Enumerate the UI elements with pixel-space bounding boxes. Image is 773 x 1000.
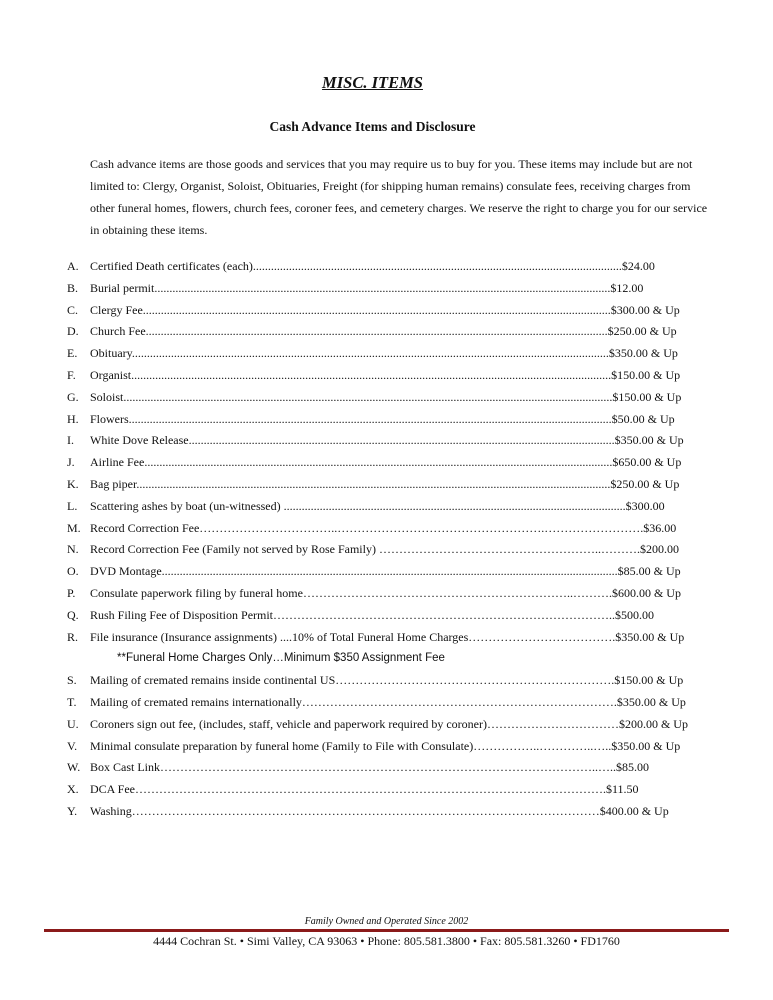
item-letter: M. (67, 520, 81, 535)
item-letter: B. (67, 280, 79, 295)
footer-divider (44, 929, 729, 932)
item-letter: N. (67, 542, 79, 557)
item-text: Mailing of cremated remains internationally…………………………………………………………………….$350.00 & Up (90, 694, 686, 709)
list-item (0, 670, 773, 692)
list-item (0, 430, 773, 452)
list-item (0, 452, 773, 474)
item-letter: I. (67, 433, 74, 448)
item-text: Bag piper..............................................................................................................................................................$250.00 & Up (90, 476, 680, 491)
item-letter: Y. (67, 803, 78, 818)
list-item (0, 539, 773, 561)
item-text: Washing………………………………………………………………………………………………………$400.00 & Up (90, 803, 669, 818)
section-subtitle: Cash Advance Items and Disclosure (269, 119, 476, 134)
item-text: Airline Fee............................................................................................................................................................$650.00 & Up (90, 455, 682, 470)
item-letter: W. (67, 760, 81, 775)
list-item (0, 583, 773, 605)
item-letter: A. (67, 259, 79, 273)
item-letter: S. (67, 673, 77, 688)
list-item (0, 321, 773, 343)
footer-tagline: Family Owned and Operated Since 2002 (304, 916, 469, 927)
item-letter: O. (67, 564, 79, 579)
item-text: Consulate paperwork filing by funeral home…………………………………………………………..……….$600.00 & Up (90, 585, 681, 600)
list-item (0, 343, 773, 365)
footer-address: 4444 Cochran St. • Simi Valley, CA 93063 • Phone: 805.581.3800 • Fax: 805.581.3260 • FD1760 (153, 934, 620, 948)
item-letter: X. (67, 782, 79, 797)
item-text: Record Correction Fee (Family not served by Rose Family) ………………………………………………..……….$200.00 (90, 542, 679, 557)
assignment-fee-note: **Funeral Home Charges Only…Minimum $350 Assignment Fee (117, 652, 445, 665)
item-letter: U. (67, 716, 79, 731)
intro-paragraph: Cash advance items are those goods and services that you may require us to buy for you. These items may include but are not limited to: Clergy, Organist, Soloist, Obituaries, Freight (for shipping human remains) consulate fees, receiving charges from other funeral homes, flowers, church fees, coroner fees, and cemetery charges. We reserve the right to charge you for our service in obtaining these items. (90, 157, 708, 237)
item-text: DVD Montage........................................................................................................................................................$85.00 & Up (90, 564, 681, 579)
item-text: Soloist...................................................................................................................................................................$150.00 & Up (90, 389, 682, 404)
item-text: Certified Death certificates (each)...........................................................................................................................$24.00 (90, 259, 655, 273)
item-letter: C. (67, 302, 79, 317)
item-text: File insurance (Insurance assignments) ....10% of Total Funeral Home Charges……………………………….$350.00 & Up (90, 629, 685, 644)
list-item (0, 409, 773, 431)
item-letter: F. (67, 367, 76, 382)
item-letter: V. (67, 738, 78, 753)
item-text: Box Cast Link………………………………………………………………………………………………..…..$85.00 (90, 760, 650, 775)
item-letter: L. (67, 498, 78, 513)
item-text: Church Fee..........................................................................................................................................................$250.00 & Up (90, 324, 677, 339)
list-item (0, 387, 773, 409)
list-item (0, 256, 773, 278)
item-letter: E. (67, 346, 78, 361)
list-item (0, 627, 773, 649)
list-item (0, 300, 773, 322)
item-text: Obituary...............................................................................................................................................................$350.00 & Up (90, 346, 678, 361)
list-item (0, 801, 773, 823)
item-text: Record Correction Fee……………………………..…………………………………………….…………………….$36.00 (90, 520, 677, 535)
item-text: Burial permit........................................................................................................................................................$12.00 (90, 280, 644, 295)
list-item (0, 605, 773, 627)
list-item (0, 692, 773, 714)
list-item (0, 518, 773, 540)
list-item (0, 278, 773, 300)
item-text: White Dove Release..............................................................................................................................................$350.00 & Up (90, 433, 684, 448)
list-item (0, 496, 773, 518)
item-letter: P. (67, 585, 76, 600)
list-item (0, 714, 773, 736)
item-text: Organist................................................................................................................................................................$150.00 & Up (90, 367, 681, 382)
list-item (0, 736, 773, 758)
item-letter: J. (67, 455, 75, 470)
price-list (0, 256, 773, 823)
page-title: MISC. ITEMS (322, 73, 423, 92)
item-letter: K. (67, 476, 79, 491)
item-letter: H. (67, 411, 79, 426)
list-item (0, 365, 773, 387)
list-item (0, 779, 773, 801)
item-letter: T. (67, 694, 77, 709)
item-letter: D. (67, 324, 79, 339)
item-text: Rush Filing Fee of Disposition Permit…………………………………………………………………………..$500.00 (90, 607, 655, 622)
list-item (0, 474, 773, 496)
list-item (0, 561, 773, 583)
item-text: Clergy Fee............................................................................................................................................................$300.00 & Up (90, 302, 680, 317)
item-letter: Q. (67, 607, 79, 622)
item-text: Flowers.................................................................................................................................................................$50.00 & Up (90, 411, 675, 426)
item-text: Scattering ashes by boat (un-witnessed) ..................................................................................................................$300.00 (90, 498, 665, 513)
item-text: Mailing of cremated remains inside continental US…………………………………………………………….$150.00 & Up (90, 673, 684, 688)
item-letter: G. (67, 389, 79, 404)
list-item (0, 757, 773, 779)
item-letter: R. (67, 629, 79, 644)
item-text: Coroners sign out fee, (includes, staff, vehicle and paperwork required by coroner)……………………………$200.00 & Up (90, 716, 688, 731)
item-text: Minimal consulate preparation by funeral home (Family to File with Consulate)……………..…………..…..$350.00 & Up (90, 738, 681, 753)
item-text: DCA Fee……………………………………………………………………………………………………….$11.50 (90, 782, 639, 797)
